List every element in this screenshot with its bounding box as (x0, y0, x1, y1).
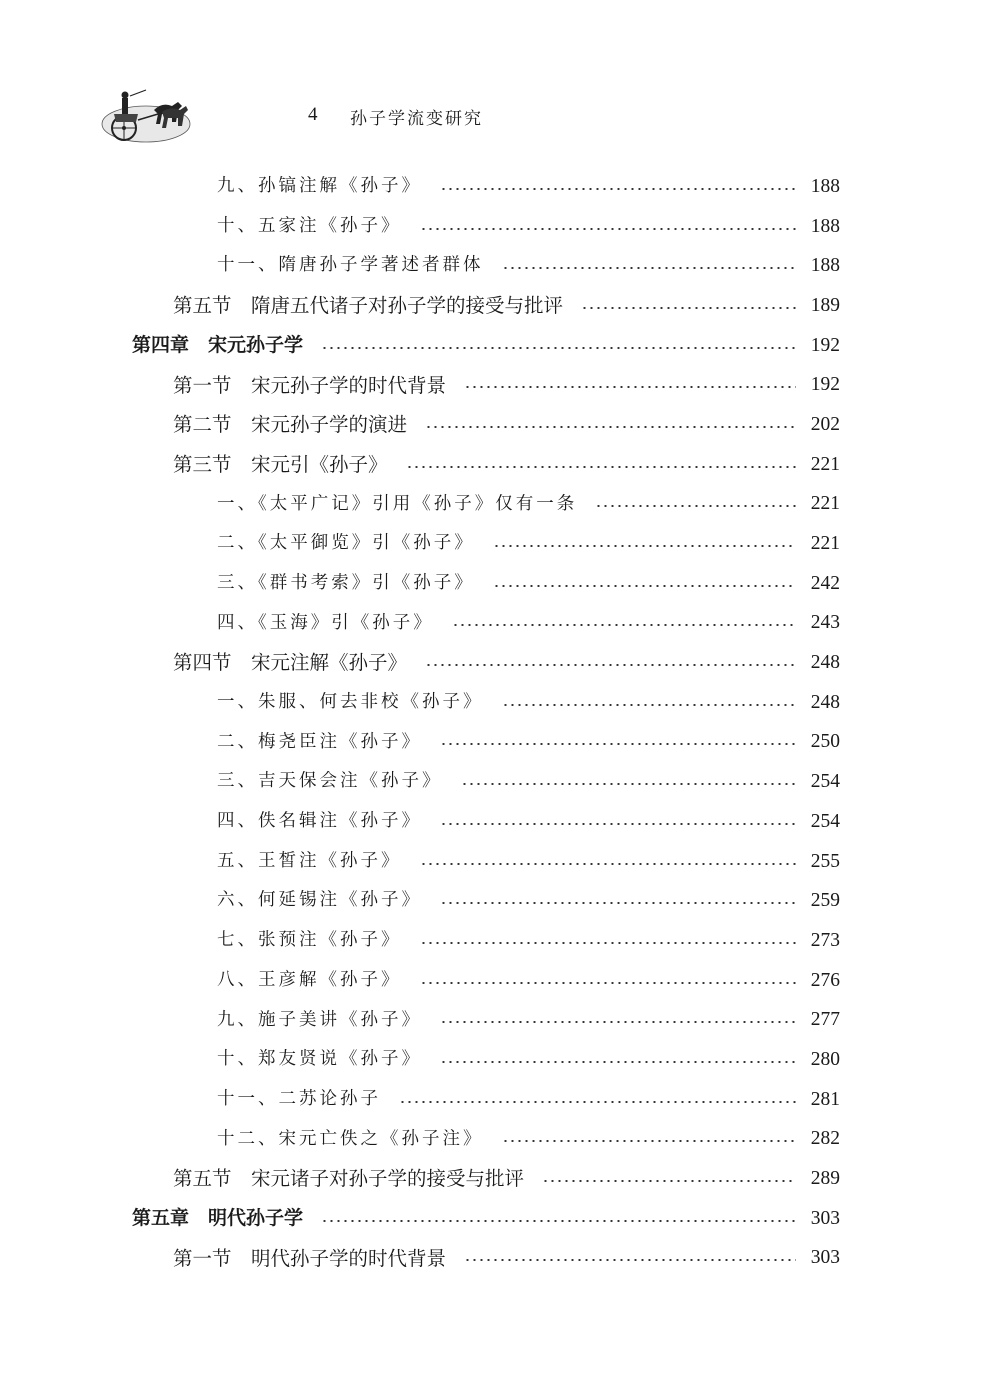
toc-entry-title: 第四章 宋元孙子学 (132, 334, 304, 357)
toc-entry-page: 202 (810, 413, 840, 435)
chariot-icon (100, 84, 192, 146)
dot-leader (420, 863, 797, 865)
toc-entry-page: 259 (810, 890, 840, 912)
toc-entry-page: 255 (810, 850, 840, 872)
toc-entry[interactable] (0, 405, 1000, 445)
dot-leader (440, 743, 796, 745)
toc-entry[interactable] (0, 921, 1000, 961)
toc-entry-title: 第一节 明代孙子学的时代背景 (173, 1246, 447, 1270)
dot-leader (502, 267, 797, 269)
book-title: 孙子学流变研究 (350, 109, 483, 129)
dot-leader (420, 942, 797, 944)
toc-entry-page: 282 (810, 1128, 840, 1150)
toc-entry-title: 四、《玉海》引《孙子》 (217, 612, 434, 633)
toc-entry[interactable] (0, 881, 1000, 921)
toc-entry-title: 十一、二苏论孙子 (217, 1088, 381, 1109)
toc-entry[interactable] (0, 365, 1000, 405)
toc-entry-page: 242 (810, 572, 840, 594)
toc-entry-title: 一、《太平广记》引用《孙子》仅有一条 (217, 493, 578, 514)
dot-leader (493, 545, 796, 547)
dot-leader (464, 1259, 796, 1261)
dot-leader (420, 228, 797, 230)
toc-entry-title: 六、何延锡注《孙子》 (217, 890, 422, 911)
toc-entry[interactable] (0, 246, 1000, 286)
toc-entry-title: 第五章 明代孙子学 (132, 1207, 304, 1230)
toc-entry-page: 281 (810, 1088, 840, 1110)
running-header (100, 84, 600, 146)
toc-entry-page: 188 (810, 175, 840, 197)
dot-leader (493, 585, 796, 587)
toc-entry-page: 273 (810, 929, 840, 951)
toc-entry-title: 九、施子美讲《孙子》 (217, 1009, 422, 1030)
toc-entry[interactable] (0, 1239, 1000, 1279)
toc-entry-page: 189 (810, 294, 840, 316)
toc-entry-page: 221 (810, 533, 840, 555)
toc-entry[interactable] (0, 564, 1000, 604)
toc-entry-page: 192 (810, 374, 840, 396)
toc-entry-page: 250 (810, 731, 840, 753)
toc-entry[interactable] (0, 1080, 1000, 1120)
toc-entry-title: 二、《太平御览》引《孙子》 (217, 533, 475, 554)
toc-entry[interactable] (0, 604, 1000, 644)
toc-entry-title: 十、五家注《孙子》 (217, 215, 402, 236)
dot-leader (440, 823, 796, 825)
toc-entry[interactable] (0, 842, 1000, 882)
toc-entry[interactable] (0, 1159, 1000, 1199)
toc-entry[interactable] (0, 683, 1000, 723)
dot-leader (420, 982, 797, 984)
dot-leader (464, 386, 796, 388)
dot-leader (321, 347, 796, 349)
toc-entry-page: 254 (810, 771, 840, 793)
dot-leader (542, 1180, 796, 1182)
toc-entry[interactable] (0, 961, 1000, 1001)
toc-entry[interactable] (0, 326, 1000, 366)
dot-leader (440, 1061, 796, 1063)
toc-entry[interactable] (0, 643, 1000, 683)
toc-entry-page: 280 (810, 1048, 840, 1070)
toc-entry-title: 五、王皙注《孙子》 (217, 850, 402, 871)
toc-entry-page: 303 (810, 1207, 840, 1229)
toc-entry-page: 243 (810, 612, 840, 634)
toc-entry[interactable] (0, 1040, 1000, 1080)
toc-entry-title: 第五节 隋唐五代诸子对孙子学的接受与批评 (173, 294, 564, 318)
toc-entry-page: 188 (810, 255, 840, 277)
toc-entry-page: 303 (810, 1247, 840, 1269)
toc-entry-title: 第三节 宋元引《孙子》 (173, 452, 388, 476)
toc-entry-title: 四、佚名辑注《孙子》 (217, 811, 422, 832)
dot-leader (440, 188, 796, 190)
dot-leader (321, 1220, 796, 1222)
toc-entry-page: 188 (810, 215, 840, 237)
toc-entry-page: 221 (810, 493, 840, 515)
toc-entry-title: 七、张预注《孙子》 (217, 930, 402, 951)
toc-entry-title: 十二、宋元亡佚之《孙子注》 (217, 1128, 484, 1149)
toc-entry-title: 八、王彦解《孙子》 (217, 969, 402, 990)
dot-leader (440, 902, 796, 904)
toc-entry[interactable] (0, 485, 1000, 525)
dot-leader (581, 307, 796, 309)
toc-entry-page: 221 (810, 453, 840, 475)
dot-leader (452, 624, 796, 626)
dot-leader (595, 505, 796, 507)
toc-entry-title: 一、朱服、何去非校《孙子》 (217, 692, 484, 713)
dot-leader (502, 704, 797, 706)
toc-entry[interactable] (0, 207, 1000, 247)
toc-entry-title: 二、梅尧臣注《孙子》 (217, 731, 422, 752)
dot-leader (406, 466, 796, 468)
toc-entry[interactable] (0, 1000, 1000, 1040)
toc-entry[interactable] (0, 167, 1000, 207)
toc-entry[interactable] (0, 286, 1000, 326)
table-of-contents (0, 167, 1000, 1278)
dot-leader (440, 1021, 796, 1023)
dot-leader (461, 783, 797, 785)
toc-entry-title: 十一、隋唐孙子学著述者群体 (217, 255, 484, 276)
toc-entry[interactable] (0, 524, 1000, 564)
toc-entry[interactable] (0, 1120, 1000, 1160)
toc-entry-page: 276 (810, 969, 840, 991)
dot-leader (399, 1101, 796, 1103)
toc-entry-page: 289 (810, 1168, 840, 1190)
toc-entry-title: 十、郑友贤说《孙子》 (217, 1049, 422, 1070)
toc-entry[interactable] (0, 723, 1000, 763)
toc-entry[interactable] (0, 445, 1000, 485)
toc-entry-title: 第五节 宋元诸子对孙子学的接受与批评 (173, 1167, 525, 1191)
dot-leader (502, 1140, 797, 1142)
toc-entry-title: 三、吉天保会注《孙子》 (217, 771, 443, 792)
toc-entry-title: 九、孙镐注解《孙子》 (217, 176, 422, 197)
dot-leader (425, 426, 796, 428)
toc-entry-title: 三、《群书考索》引《孙子》 (217, 572, 475, 593)
toc-entry-page: 192 (810, 334, 840, 356)
toc-entry-page: 248 (810, 691, 840, 713)
dot-leader (425, 664, 796, 666)
page-number: 4 (308, 104, 318, 125)
toc-entry[interactable] (0, 802, 1000, 842)
toc-entry-title: 第二节 宋元孙子学的演进 (173, 413, 408, 437)
toc-entry-page: 254 (810, 810, 840, 832)
toc-entry-page: 277 (810, 1009, 840, 1031)
toc-entry[interactable] (0, 1199, 1000, 1239)
toc-entry[interactable] (0, 762, 1000, 802)
toc-entry-page: 248 (810, 652, 840, 674)
toc-entry-title: 第一节 宋元孙子学的时代背景 (173, 373, 447, 397)
toc-entry-title: 第四节 宋元注解《孙子》 (173, 651, 408, 675)
